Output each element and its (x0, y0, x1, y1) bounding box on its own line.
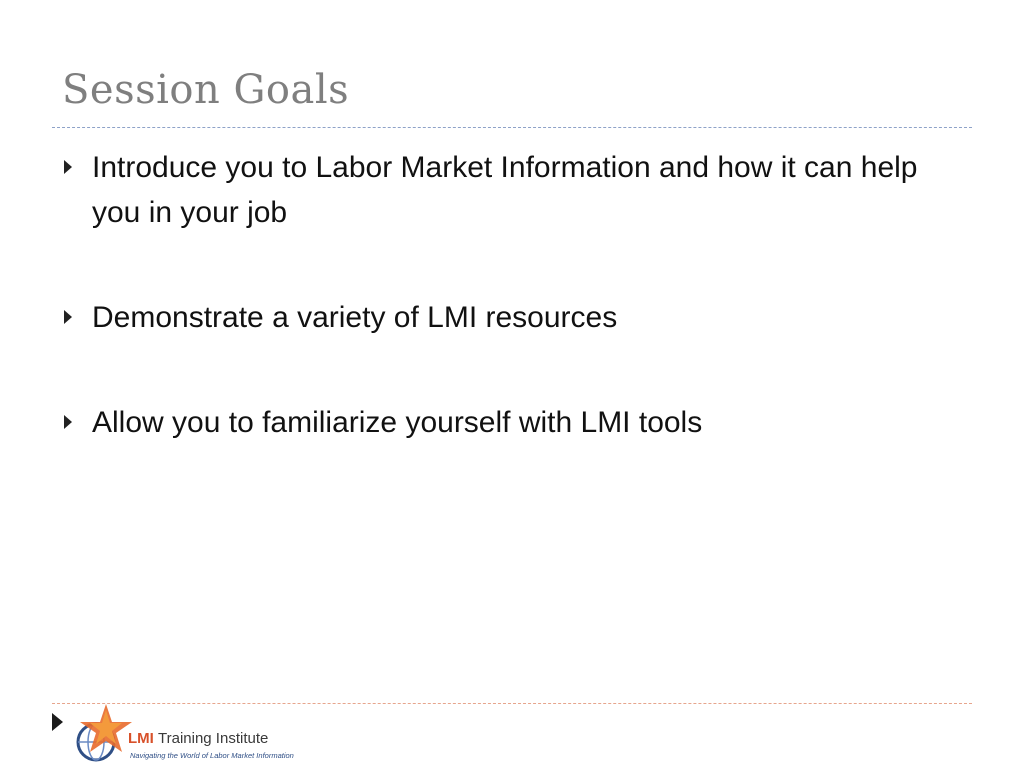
logo-name-short: LMI (128, 730, 154, 747)
play-arrow-icon[interactable] (52, 713, 63, 731)
star-globe-icon (72, 702, 134, 766)
logo-tagline: Navigating the World of Labor Market Information (130, 751, 294, 760)
bullet-text: Introduce you to Labor Market Information and how it can help you in your job (92, 151, 918, 229)
bullet-item (62, 145, 942, 235)
logo-name (128, 730, 268, 747)
title-divider (52, 127, 972, 128)
bullet-item (62, 400, 942, 445)
bullet-item (62, 295, 942, 340)
arrow-right-icon (64, 415, 72, 429)
logo-name-rest: Training Institute (158, 730, 269, 747)
arrow-right-icon (64, 160, 72, 174)
bullet-list (62, 145, 942, 505)
arrow-right-icon (64, 310, 72, 324)
bullet-text: Demonstrate a variety of LMI resources (92, 301, 618, 334)
lmi-logo (72, 702, 294, 766)
slide-title: Session Goals (62, 67, 350, 113)
bullet-text: Allow you to familiarize yourself with LMI tools (92, 406, 703, 439)
